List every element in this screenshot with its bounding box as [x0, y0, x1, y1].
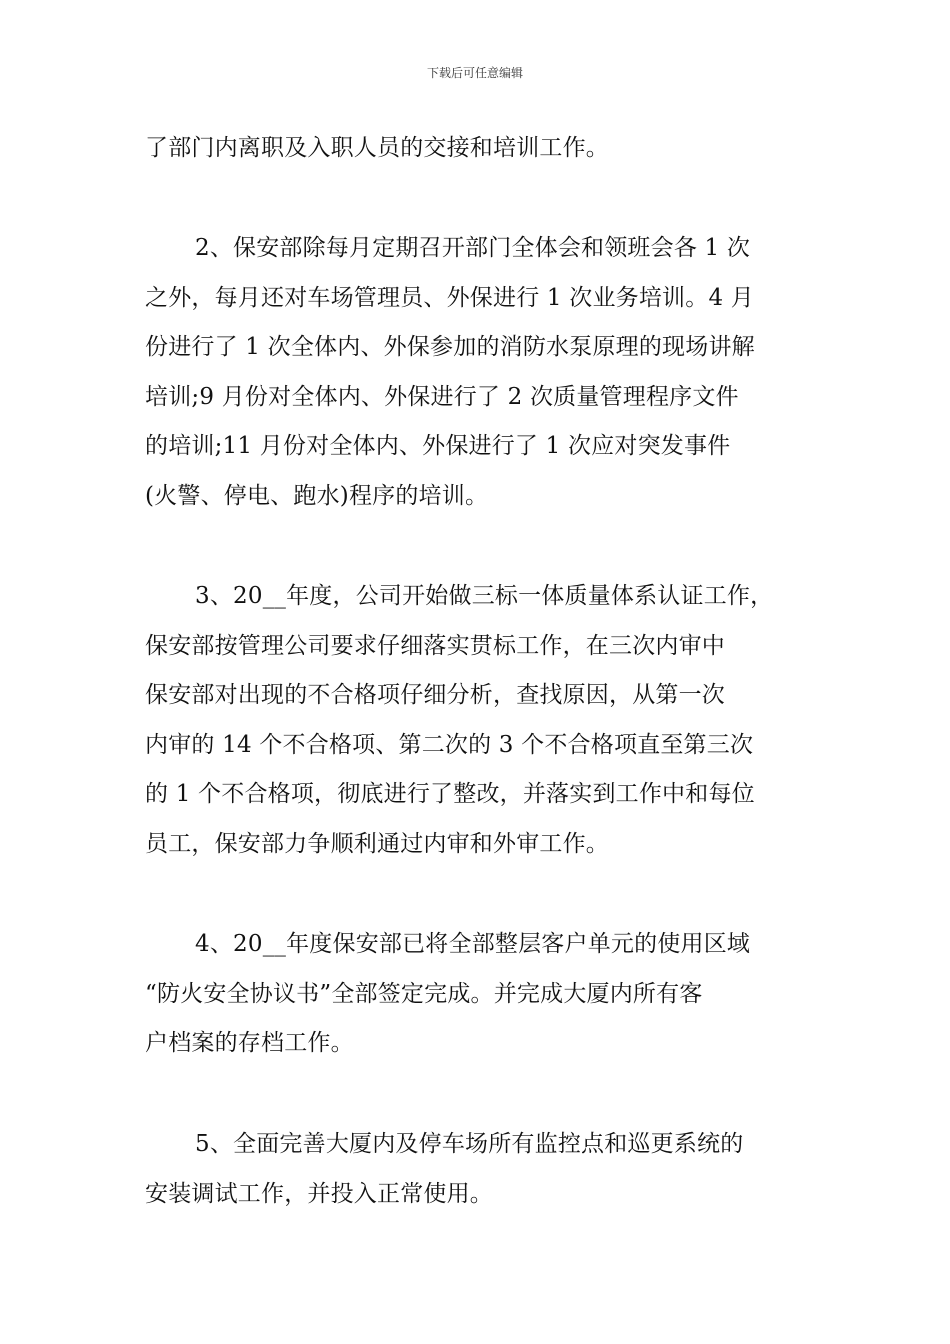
text-line: 份进行了 1 次全体内、外保参加的消防水泵原理的现场讲解 — [145, 334, 755, 360]
text-line: 安装调试工作，并投入正常使用。 — [145, 1180, 493, 1207]
text-line: “防火安全协议书”全部签定完成。并完成大厦内所有客 — [145, 980, 703, 1007]
text-line: 保安部按管理公司要求仔细落实贯标工作，在三次内审中 — [145, 632, 725, 659]
paragraph-item-3 — [145, 572, 811, 869]
text-line: (火警、停电、跑水)程序的培训。 — [145, 482, 489, 509]
text-line: 内审的 14 个不合格项、第二次的 3 个不合格项直至第三次 — [145, 731, 754, 758]
paragraph-continuation — [145, 124, 811, 174]
text-line: 了部门内离职及入职人员的交接和培训工作。 — [145, 135, 609, 161]
paragraph-item-2 — [145, 224, 811, 521]
text-line: 的 1 个不合格项，彻底进行了整改，并落实到工作中和每位 — [145, 781, 755, 807]
text-line: 员工，保安部力争顺利通过内审和外审工作。 — [145, 830, 609, 857]
paragraph-item-5 — [145, 1120, 811, 1219]
text-line: 保安部对出现的不合格项仔细分析，查找原因，从第一次 — [145, 682, 725, 708]
text-line: 4、20__年度保安部已将全部整层客户单元的使用区域 — [195, 931, 751, 957]
page-header: 下载后可任意编辑 — [426, 66, 523, 80]
text-line: 3、20__年度，公司开始做三标一体质量体系认证工作， — [195, 583, 774, 609]
text-line: 的培训;11 月份对全体内、外保进行了 1 次应对突发事件 — [145, 433, 731, 459]
text-line: 户档案的存档工作。 — [145, 1030, 354, 1056]
paragraph-item-4 — [145, 920, 811, 1069]
text-line: 之外，每月还对车场管理员、外保进行 1 次业务培训。4 月 — [145, 284, 754, 311]
text-line: 2、保安部除每月定期召开部门全体会和领班会各 1 次 — [195, 235, 751, 261]
text-line: 培训;9 月份对全体内、外保进行了 2 次质量管理程序文件 — [145, 383, 739, 410]
text-line: 5、全面完善大厦内及停车场所有监控点和巡更系统的 — [195, 1131, 744, 1157]
